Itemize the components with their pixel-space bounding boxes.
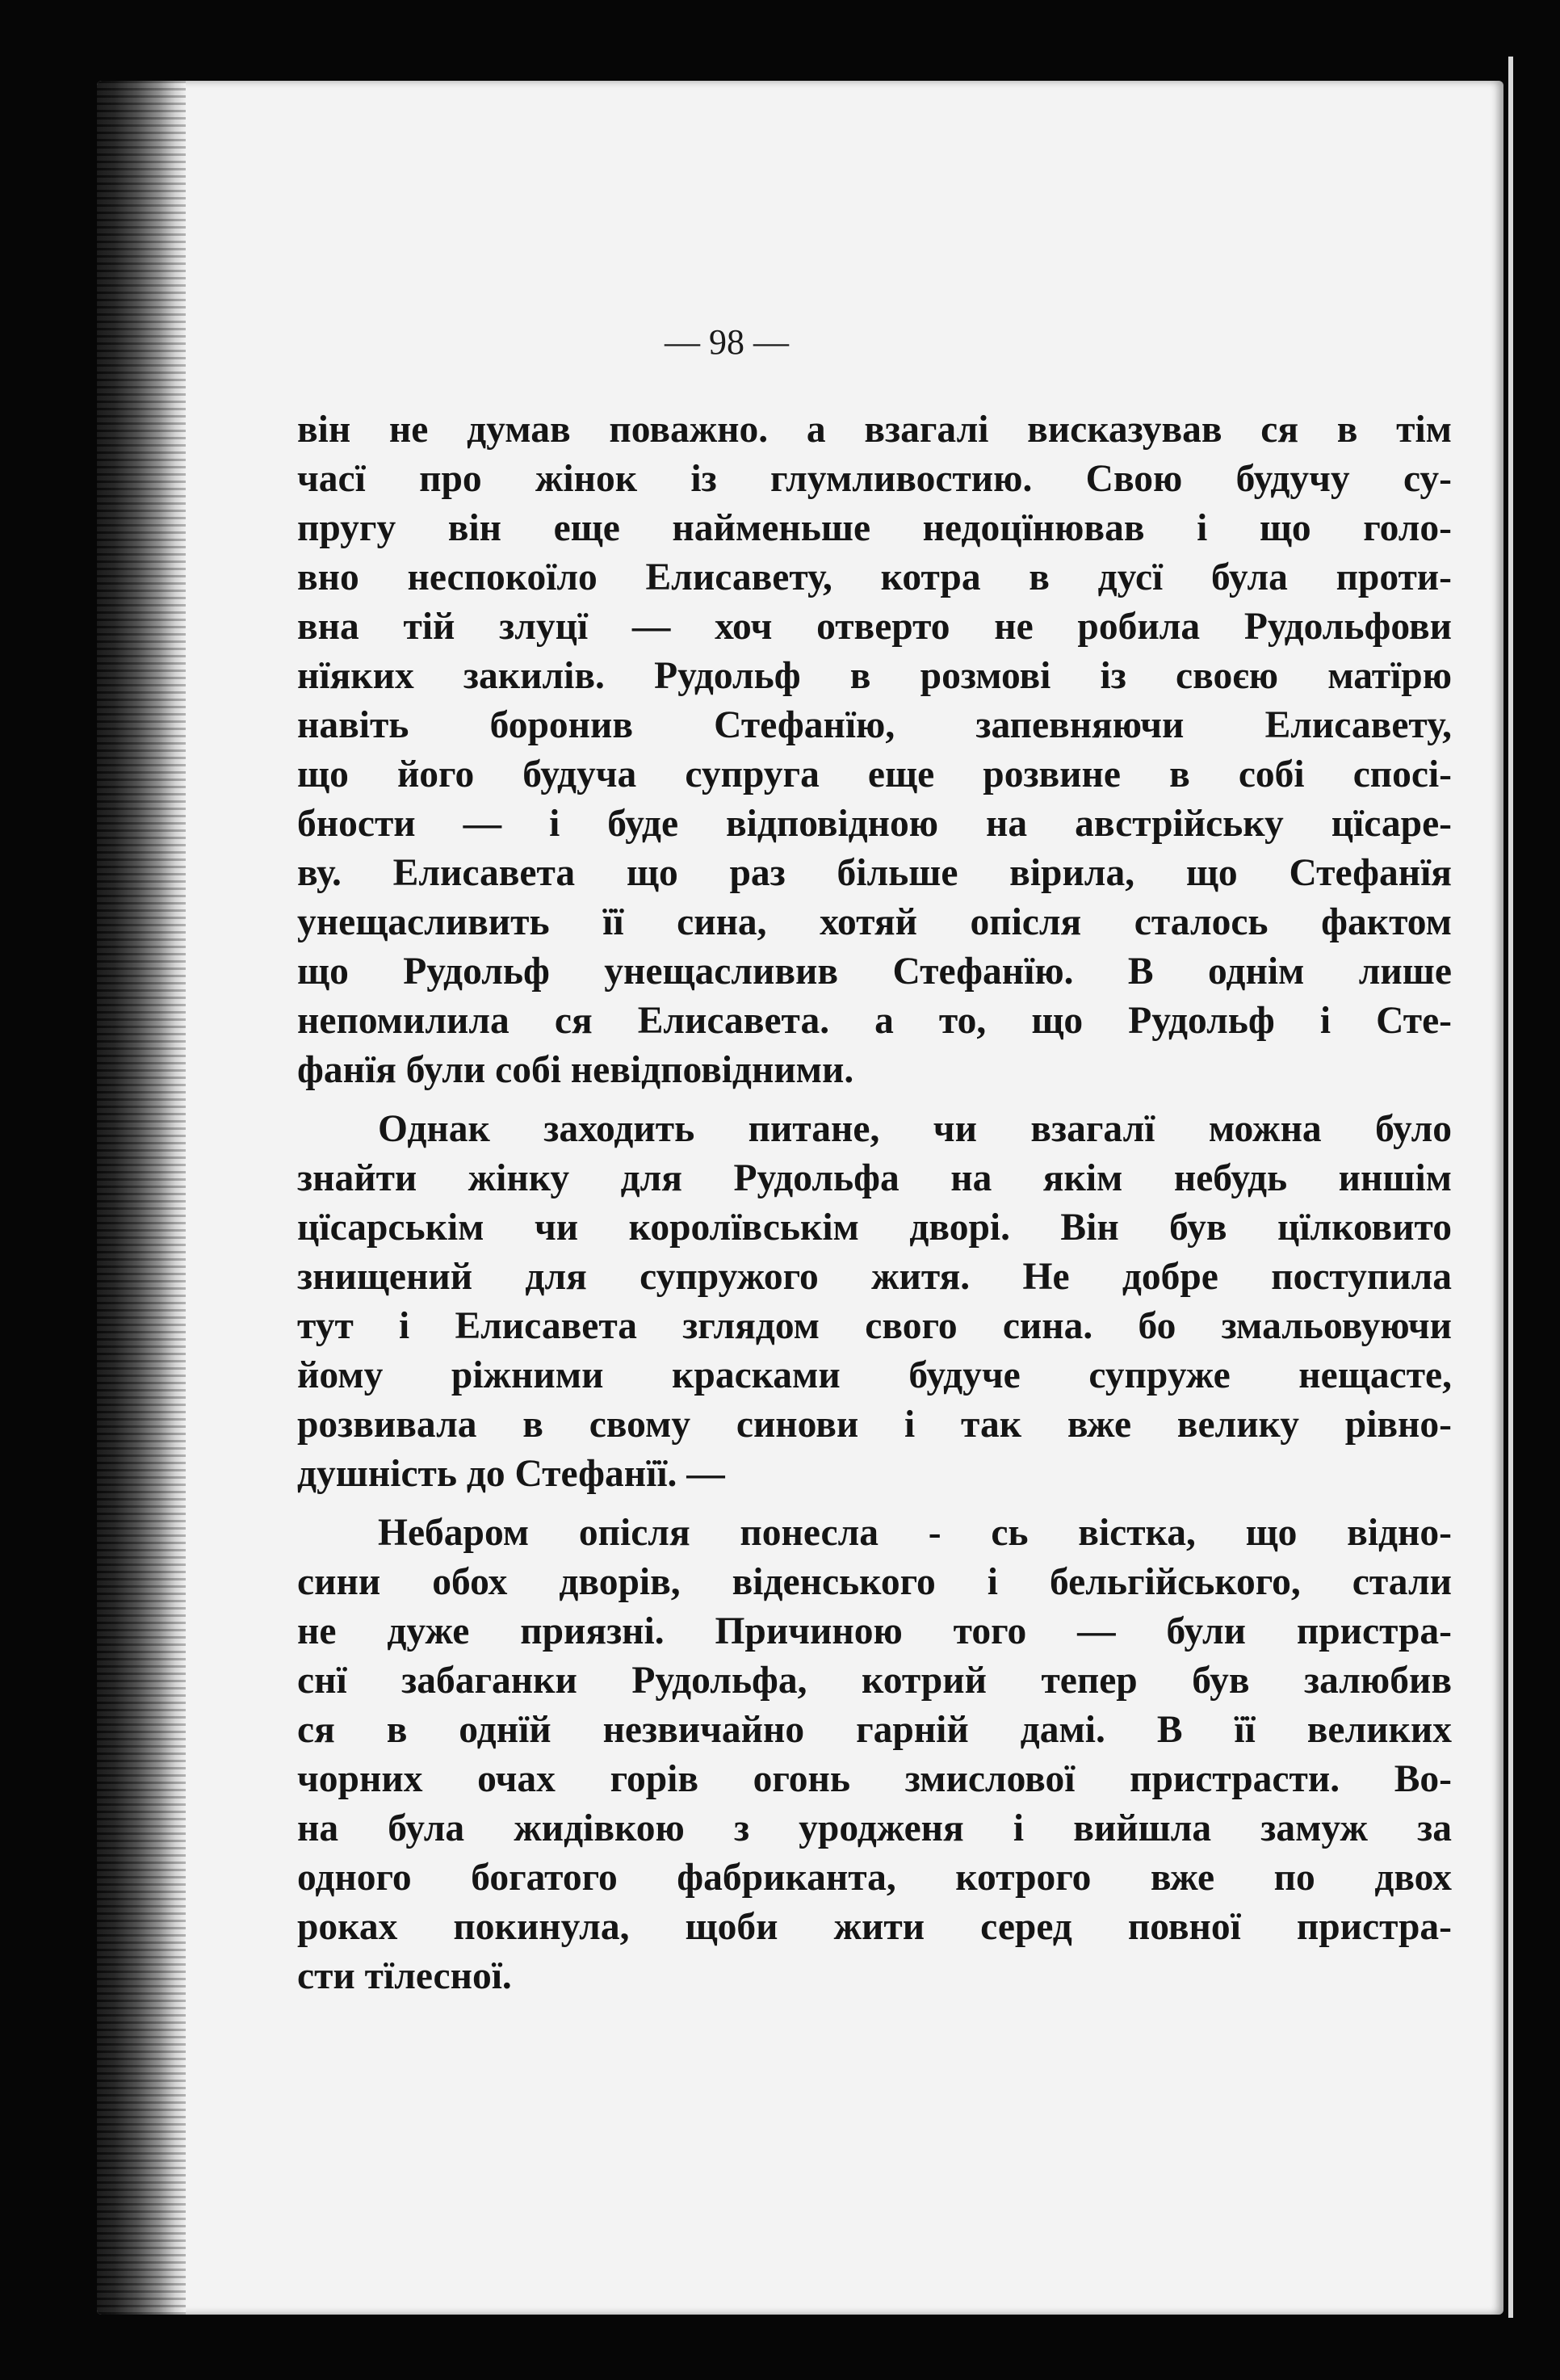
text-line: часї про жінок із глумливостию. Свою будучу су-	[297, 458, 1452, 500]
text-line: фанїя були собі невідповідними.	[297, 1049, 854, 1091]
text-line: навіть боронив Стефанїю, запевняючи Елисавету,	[297, 704, 1452, 746]
text-line: тут і Елисавета зглядом свого сина. бо змальовуючи	[297, 1305, 1452, 1347]
text-line: що його будуча супруга еще розвине в собі спосі-	[297, 753, 1452, 795]
page-body-text	[297, 405, 1452, 2001]
text-line: не дуже приязні. Причиною того — були пристра-	[297, 1610, 1452, 1652]
text-line: на була жидівкою з уродженя і вийшла замуж за	[297, 1807, 1452, 1849]
text-line: нїяких закилів. Рудольф в розмові із своєю матїрю	[297, 655, 1452, 697]
text-line: розвивала в свому синови і так вже велику рівно-	[297, 1404, 1452, 1446]
text-line: душність до Стефанїї. —	[297, 1453, 725, 1495]
text-line: ся в однїй незвичайно гарній дамі. В її великих	[297, 1709, 1452, 1751]
text-line: вна тій злуцї — хоч отверто не робила Рудольфови	[297, 606, 1452, 648]
page-binding-shadow	[97, 81, 186, 2315]
text-line: непомилила ся Елисавета. а то, що Рудольф і Сте-	[297, 1000, 1452, 1042]
text-line: знищений для супружого житя. Не добре поступила	[297, 1256, 1452, 1298]
text-line: ву. Елисавета що раз більше вірила, що Стефанїя	[297, 852, 1452, 894]
text-line: Однак заходить питане, чи взагалї можна було	[378, 1108, 1452, 1150]
page-number: — 98 —	[665, 322, 789, 362]
text-line: унещасливить її сина, хотяй опісля сталось фактом	[297, 901, 1452, 943]
text-line: цїсарськім чи королївськім дворі. Він був цїлковито	[297, 1207, 1452, 1249]
film-frame-edge	[1508, 57, 1513, 2318]
text-line: вно неспокоїло Елисавету, котра в дусї була проти-	[297, 556, 1452, 598]
paragraph-1	[297, 405, 1452, 1095]
text-line: одного богатого фабриканта, котрого вже по двох	[297, 1857, 1452, 1899]
paragraph-2	[297, 1105, 1452, 1499]
paragraph-3	[297, 1509, 1452, 2001]
text-line: що Рудольф унещасливив Стефанїю. В однім лише	[297, 951, 1452, 993]
text-line: Небаром опісля понесла - сь вістка, що відно-	[378, 1512, 1452, 1554]
text-line: він не думав поважно. а взагалі висказував ся в тім	[297, 409, 1452, 451]
paragraph-spacing	[297, 1499, 1452, 1509]
text-line: знайти жінку для Рудольфа на якім небудь иншім	[297, 1157, 1452, 1199]
text-line: сти тїлесної.	[297, 1955, 512, 1997]
text-line: роках покинула, щоби жити серед повної пристра-	[297, 1906, 1452, 1948]
paragraph-spacing	[297, 1095, 1452, 1105]
text-line: бности — і буде відповідною на австрійську цїсаре-	[297, 803, 1452, 845]
text-line: снї забаганки Рудольфа, котрий тепер був залюбив	[297, 1660, 1452, 1702]
text-line: чорних очах горів огонь змислової пристрасти. Во-	[297, 1758, 1452, 1800]
text-line: сини обох дворів, віденського і бельгійського, стали	[297, 1561, 1452, 1603]
text-line: пругу він еще найменьше недоцїнював і що голо-	[297, 507, 1452, 549]
text-line: йому ріжними красками будуче супруже нещасте,	[297, 1354, 1452, 1396]
